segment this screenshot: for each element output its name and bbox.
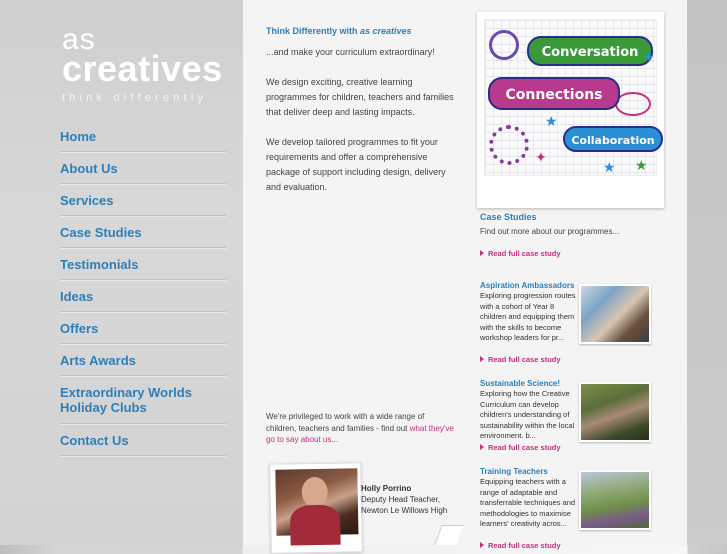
read-more-link[interactable]: Read full case study — [480, 249, 561, 258]
testimonial-school: Newton Le Willows High — [361, 506, 448, 515]
testimonial-photo-card — [269, 462, 363, 554]
logo-as: as — [62, 23, 96, 56]
nav-contact-us[interactable]: Contact Us — [60, 424, 226, 456]
conversation-bubble: Conversation — [527, 36, 653, 66]
intro-paragraph-2: We develop tailored programmes to fit your requirements and offer a comprehensive package of support including design, delivery and evaluation. — [266, 137, 446, 192]
case-title[interactable]: Aspiration Ambassadors — [480, 281, 575, 290]
read-more-link[interactable]: Read full case study — [480, 541, 561, 550]
case-image — [581, 472, 649, 528]
case-studies-heading[interactable]: Case Studies — [480, 212, 537, 222]
star-icon: ✦ — [643, 49, 655, 65]
testimonial-photo — [275, 468, 358, 535]
page-right-margin — [687, 0, 727, 545]
flower-doodle — [489, 125, 529, 165]
nav-home[interactable]: Home — [60, 120, 226, 152]
logo-creatives: creatives — [62, 48, 223, 89]
logo[interactable] — [62, 23, 223, 104]
read-more-link[interactable]: Read full case study — [480, 443, 561, 452]
testimonials-link[interactable]: what they've go to say about us... — [266, 423, 454, 444]
testimonial-name: Holly Porrino — [361, 484, 412, 493]
case-description: Exploring how the Creative Curriculum can develop children's understanding of sustainability within the local environment. b... — [480, 389, 575, 440]
case-image — [581, 384, 649, 440]
case-title[interactable]: Sustainable Science! — [480, 379, 561, 388]
case-description: Exploring progression routes with a cohort of Year 8 children and equipping them with the skills to become workshop leaders for pr... — [480, 291, 576, 342]
testimonials-intro — [266, 411, 456, 446]
headline-prefix: Think Differently with — [266, 26, 361, 36]
case-thumbnail[interactable] — [579, 382, 651, 442]
nav-offers[interactable]: Offers — [60, 312, 226, 344]
intro-paragraph-1: We design exciting, creative learning programmes for children, teachers and families that deliver deep and lasting impacts. — [266, 77, 454, 117]
testimonials-intro-text: We're privileged to work with a wide range of children, teachers and families - find out — [266, 412, 425, 433]
case-studies-subheading: Find out more about our programmes... — [480, 227, 620, 236]
nav-arts-awards[interactable]: Arts Awards — [60, 344, 226, 376]
hero-illustration — [484, 19, 657, 176]
testimonial-attribution — [361, 483, 447, 516]
case-description: Equipping teachers with a range of adaptable and transferrable techniques and methodologies to maximise learners' creativity acros... — [480, 477, 576, 528]
collaboration-bubble: Collaboration — [563, 126, 663, 152]
read-more-link[interactable]: Read full case study — [480, 355, 561, 364]
intro-text — [266, 24, 456, 210]
intro-headline — [266, 24, 456, 39]
star-icon: ★ — [545, 113, 558, 129]
logo-tagline: think differently — [62, 92, 208, 104]
nav-testimonials[interactable]: Testimonials — [60, 248, 226, 280]
main-content — [243, 0, 687, 550]
star-icon: ★ — [635, 157, 648, 173]
nav-about-us[interactable]: About Us — [60, 152, 226, 184]
nav-services[interactable]: Services — [60, 184, 226, 216]
case-thumbnail[interactable] — [579, 470, 651, 530]
nav-holiday-clubs[interactable]: Extraordinary Worlds Holiday Clubs — [60, 376, 226, 424]
star-icon: ✦ — [535, 149, 547, 165]
swirl-doodle — [615, 92, 651, 116]
nav-case-studies[interactable]: Case Studies — [60, 216, 226, 248]
case-image — [581, 286, 649, 342]
swirl-doodle — [489, 30, 519, 60]
headline-brand: as creatives — [360, 26, 412, 36]
connections-bubble: Connections — [488, 77, 620, 110]
main-nav — [60, 120, 226, 456]
quote-bubble-tail — [434, 525, 463, 545]
case-thumbnail[interactable] — [579, 284, 651, 344]
nav-ideas[interactable]: Ideas — [60, 280, 226, 312]
sidebar — [0, 0, 243, 545]
case-title[interactable]: Training Teachers — [480, 467, 548, 476]
intro-tagline: ...and make your curriculum extraordinary! — [266, 47, 435, 57]
star-icon: ★ — [603, 159, 616, 175]
hero-image-card — [477, 12, 664, 208]
testimonial-role: Deputy Head Teacher, — [361, 495, 441, 504]
